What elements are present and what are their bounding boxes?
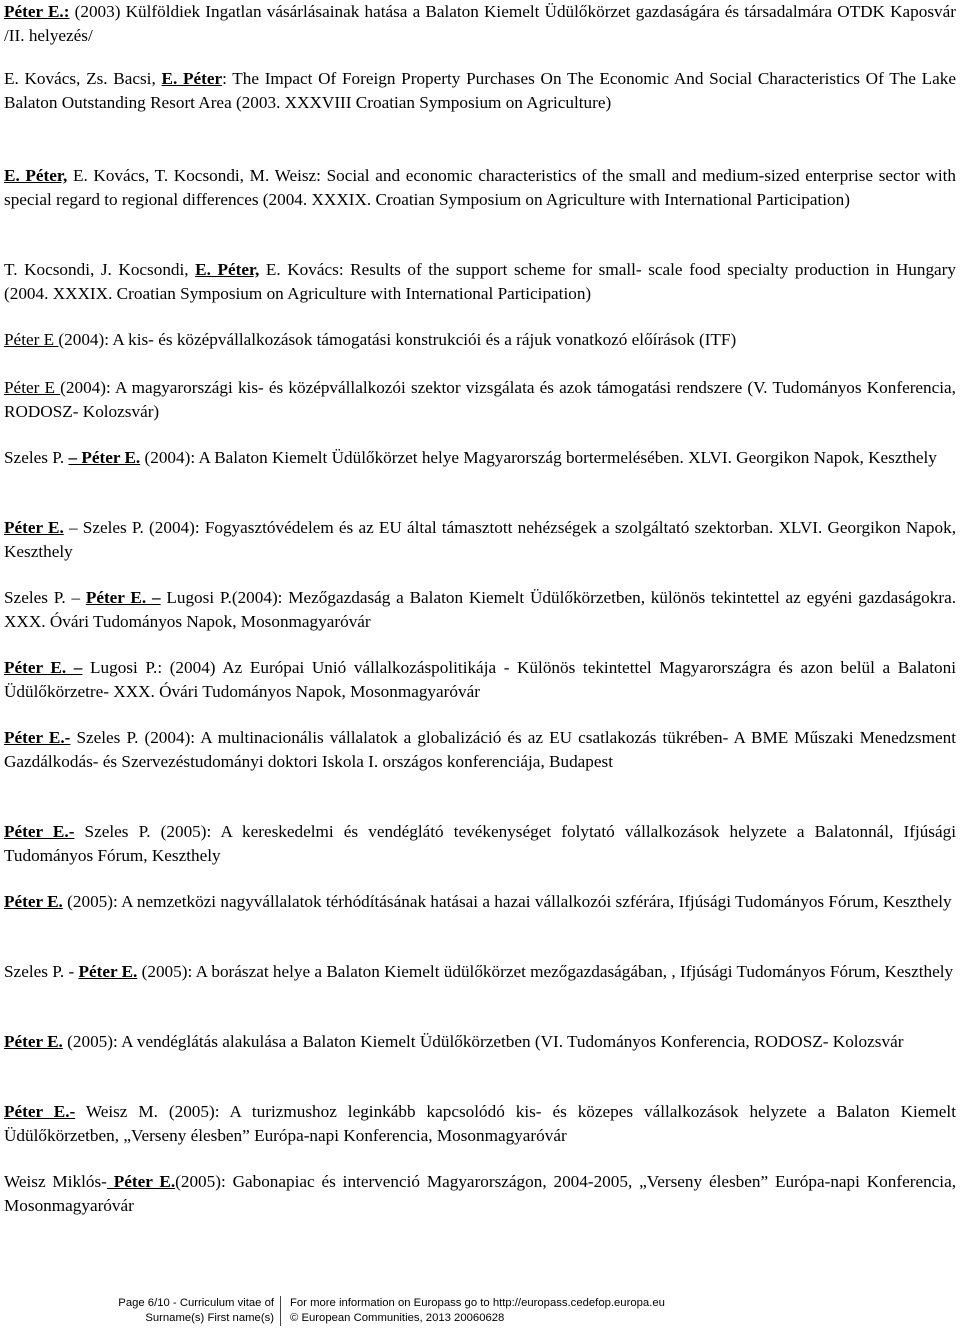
author-highlight: Péter E. — [4, 892, 63, 911]
publication-entry — [4, 820, 956, 869]
footer-page-label: Page 6/10 - Curriculum vitae of — [118, 1297, 274, 1309]
publication-entry — [4, 1170, 956, 1219]
author-highlight: Péter E. — [106, 1172, 176, 1191]
publication-entry — [4, 164, 956, 213]
author-highlight: Péter E. — [78, 962, 138, 981]
entry-text: (2005): A vendéglátás alakulása a Balaton Kiemelt Üdülőkörzetben (VI. Tudományos Konferencia, RODOSZ- Kolozsvár — [62, 1032, 904, 1051]
publication-entry — [4, 586, 956, 635]
author-highlight: Péter E. — [4, 1032, 63, 1051]
entry-text: (2004): A kis- és középvállalkozások támogatási konstrukciói és a rájuk vonatkozó előírások (ITF) — [58, 330, 737, 349]
publication-entry — [4, 726, 956, 775]
entry-text: Szeles P. - — [4, 962, 79, 981]
author-highlight: E. Péter, — [4, 166, 68, 185]
publication-entry — [4, 1030, 956, 1054]
author-highlight: Péter E.: — [4, 2, 70, 21]
entry-text: E. Kovács, Zs. Bacsi, — [4, 69, 162, 88]
entry-text: (2003) Külföldiek Ingatlan vásárlásainak hatása a Balaton Kiemelt Üdülőkörzet gazdaságára és társadalmára OTDK Kaposvár /II. helyezés/ — [4, 2, 956, 46]
publication-entry — [4, 376, 956, 425]
author-highlight: Péter E. – — [4, 658, 83, 677]
entry-text: Szeles P. — [4, 448, 69, 467]
author-highlight: – Péter E. — [68, 448, 141, 467]
footer-divider — [280, 1296, 281, 1326]
author-highlight: Péter E.- — [4, 728, 71, 747]
entry-text: Szeles P. (2005): A kereskedelmi és vendéglátó tevékenységet folytató vállalkozások helyzete a Balatonnál, Ifjúsági Tudományos Fórum, Keszthely — [4, 822, 956, 866]
publication-entry — [4, 656, 956, 705]
entry-text: : The Impact Of Foreign Property Purchases On The Economic And Social Characteristics Of The Lake Balaton Outstanding Resort Area (2003. XXXVIII Croatian Symposium on Agriculture) — [4, 69, 956, 113]
author-highlight: Péter E — [4, 378, 61, 397]
publication-entry — [4, 890, 956, 914]
publication-entry — [4, 328, 956, 352]
entry-text: (2005): A nemzetközi nagyvállalatok térhódításának hatásai a hazai vállalkozói szférára, Ifjúsági Tudományos Fórum, Keszthely — [62, 892, 952, 911]
entry-text: Lugosi P.: (2004) Az Európai Unió vállalkozáspolitikája - Különös tekintettel Magyarországra és azon belül a Balatoni Üdülőkörzetre- XXX. Óvári Tudományos Napok, Mosonmagyaróvár — [4, 658, 956, 702]
author-highlight: E. Péter — [161, 69, 223, 88]
entry-text: E. Kovács: Results of the support scheme for small- scale food specialty production in Hungary (2004. XXXIX. Croatian Symposium on Agriculture with International Participation) — [4, 260, 956, 304]
entry-text: (2004): A Balaton Kiemelt Üdülőkörzet helye Magyarország bortermelésében. XLVI. Georgikon Napok, Keszthely — [140, 448, 937, 467]
publication-entry — [4, 960, 956, 984]
author-highlight: Péter E.- — [4, 822, 75, 841]
publication-entry — [4, 258, 956, 307]
author-highlight: Péter E — [4, 330, 59, 349]
entry-text: Weisz M. (2005): A turizmushoz leginkább kapcsolódó kis- és közepes vállalkozások helyzete a Balaton Kiemelt Üdülőkörzetben, „Verseny élesben” Európa-napi Konferencia, Mosonmagyaróvár — [4, 1102, 956, 1146]
publication-entry — [4, 516, 956, 565]
author-highlight: Péter E. — [4, 518, 64, 537]
entry-text: (2005): A borászat helye a Balaton Kiemelt üdülőkörzet mezőgazdaságában, , Ifjúsági Tudományos Fórum, Keszthely — [137, 962, 954, 981]
footer-right — [290, 1296, 790, 1325]
publication-entry — [4, 446, 956, 470]
page-footer — [0, 1296, 960, 1328]
entry-text: T. Kocsondi, J. Kocsondi, — [4, 260, 196, 279]
publication-entry — [4, 67, 956, 116]
footer-left — [104, 1296, 274, 1325]
entry-text: – Szeles P. (2004): Fogyasztóvédelem és az EU által támasztott nehézségek a szolgáltató szektorban. XLVI. Georgikon Napok, Keszthely — [4, 518, 956, 562]
publication-entry — [4, 0, 956, 49]
entry-text: Weisz Miklós- — [4, 1172, 107, 1191]
author-highlight: E. Péter, — [195, 260, 260, 279]
entry-text: E. Kovács, T. Kocsondi, M. Weisz: Social and economic characteristics of the small and medium-sized enterprise sector with special regard to regional differences (2004. XXXIX. Croatian Symposium on Agriculture with International Participation) — [4, 166, 956, 210]
entry-text: Szeles P. – — [4, 588, 86, 607]
footer-name-label: Surname(s) First name(s) — [145, 1311, 274, 1324]
entry-text: Szeles P. (2004): A multinacionális vállalatok a globalizáció és az EU csatlakozás tükrében- A BME Műszaki Menedzsment Gazdálkodás- és Szervezéstudományi doktori Iskola I. országos konferenciája, Budapest — [4, 728, 956, 772]
entry-text: Lugosi P.(2004): Mezőgazdaság a Balaton Kiemelt Üdülőkörzetben, különös tekintettel az egyéni gazdaságokra. XXX. Óvári Tudományos Napok, Mosonmagyaróvár — [4, 588, 957, 632]
publication-entry — [4, 1100, 956, 1149]
entry-text: (2004): A magyarországi kis- és középvállalkozói szektor vizsgálata és azok támogatási rendszere (V. Tudományos Konferencia, RODOSZ- Kolozsvár) — [4, 378, 956, 422]
entry-text: (2005): Gabonapiac és intervenció Magyarországon, 2004-2005, „Verseny élesben” Európa-napi Konferencia, Mosonmagyaróvár — [4, 1172, 956, 1216]
author-highlight: Péter E.- — [4, 1102, 76, 1121]
footer-europass-info: For more information on Europass go to http://europass.cedefop.europa.eu — [290, 1297, 665, 1309]
author-highlight: Péter E. – — [85, 588, 161, 607]
footer-copyright: © European Communities, 2013 20060628 — [290, 1311, 505, 1324]
